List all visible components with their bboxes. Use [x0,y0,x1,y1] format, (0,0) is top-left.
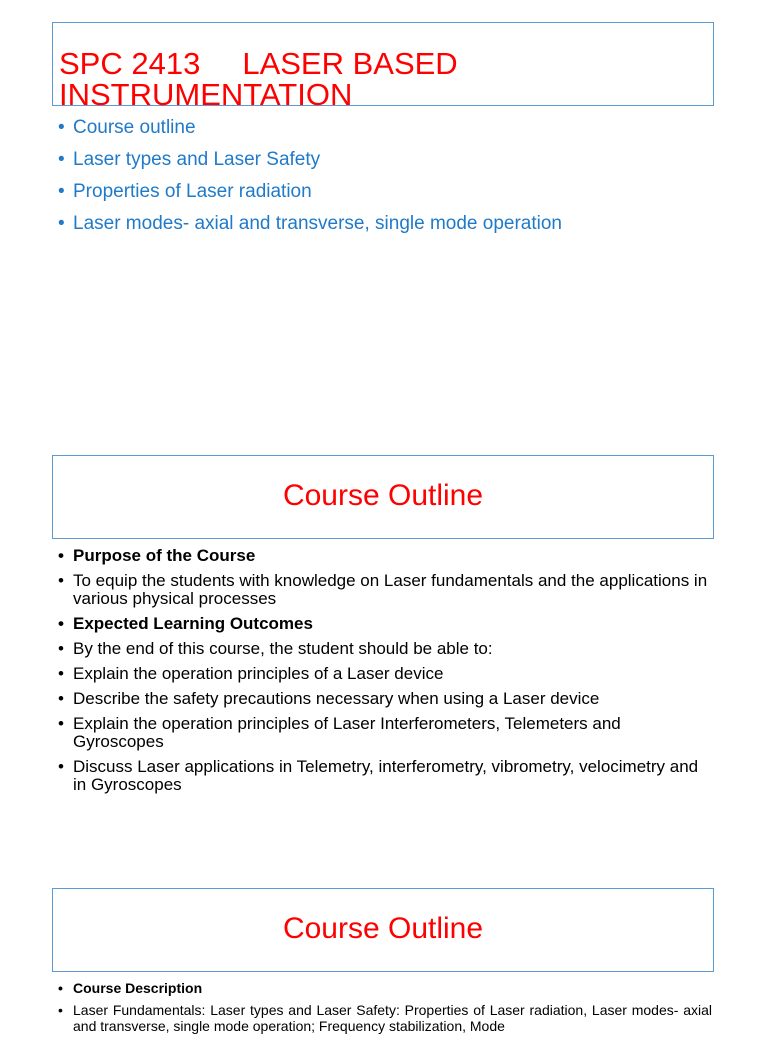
slide2-bullet-heading: • Purpose of the Course [52,547,712,565]
slide2-title-box [52,455,714,539]
course-code: SPC 2413 [59,46,201,81]
slide2-bullet-heading: • Expected Learning Outcomes [52,615,712,633]
slide2-bullet: • Explain the operation principles of Laser Interferometers, Telemeters and Gyroscopes [52,715,712,751]
slide1-bullet: • Course outline [52,117,732,139]
slide1-bullet: • Laser modes- axial and transverse, single mode operation [52,213,732,235]
slide1-bullet: • Properties of Laser radiation [52,181,732,203]
slide1-title-box [52,22,714,112]
slide2-bullet: • Discuss Laser applications in Telemetry, interferometry, vibrometry, velocimetry and in Gyroscopes [52,758,712,794]
slide1-bullet-list [52,117,732,245]
slide3-title-box [52,888,714,972]
course-title: LASER BASED INSTRUMENTATION [59,46,458,112]
slide2-title: Course Outline [282,479,484,512]
slide2-bullet: • Explain the operation principles of a Laser device [52,665,712,683]
slide2-bullet: • By the end of this course, the student should be able to: [52,640,712,658]
slide2-bullet: • To equip the students with knowledge on Laser fundamentals and the applications in various physical processes [52,572,712,608]
slide2-bullet: • Describe the safety precautions necessary when using a Laser device [52,690,712,708]
slide3-bullet: • Laser Fundamentals: Laser types and Laser Safety: Properties of Laser radiation, Laser modes- axial and transverse, single mode operation; Frequency stabilization, Mode [52,1002,712,1034]
slide2-bullet-list [52,547,712,801]
slide3-bullet-heading: • Course Description [52,980,712,996]
slide3-title: Course Outline [282,912,484,945]
slide3-bullet-list [52,980,712,1040]
slide1-bullet: • Laser types and Laser Safety [52,149,732,171]
